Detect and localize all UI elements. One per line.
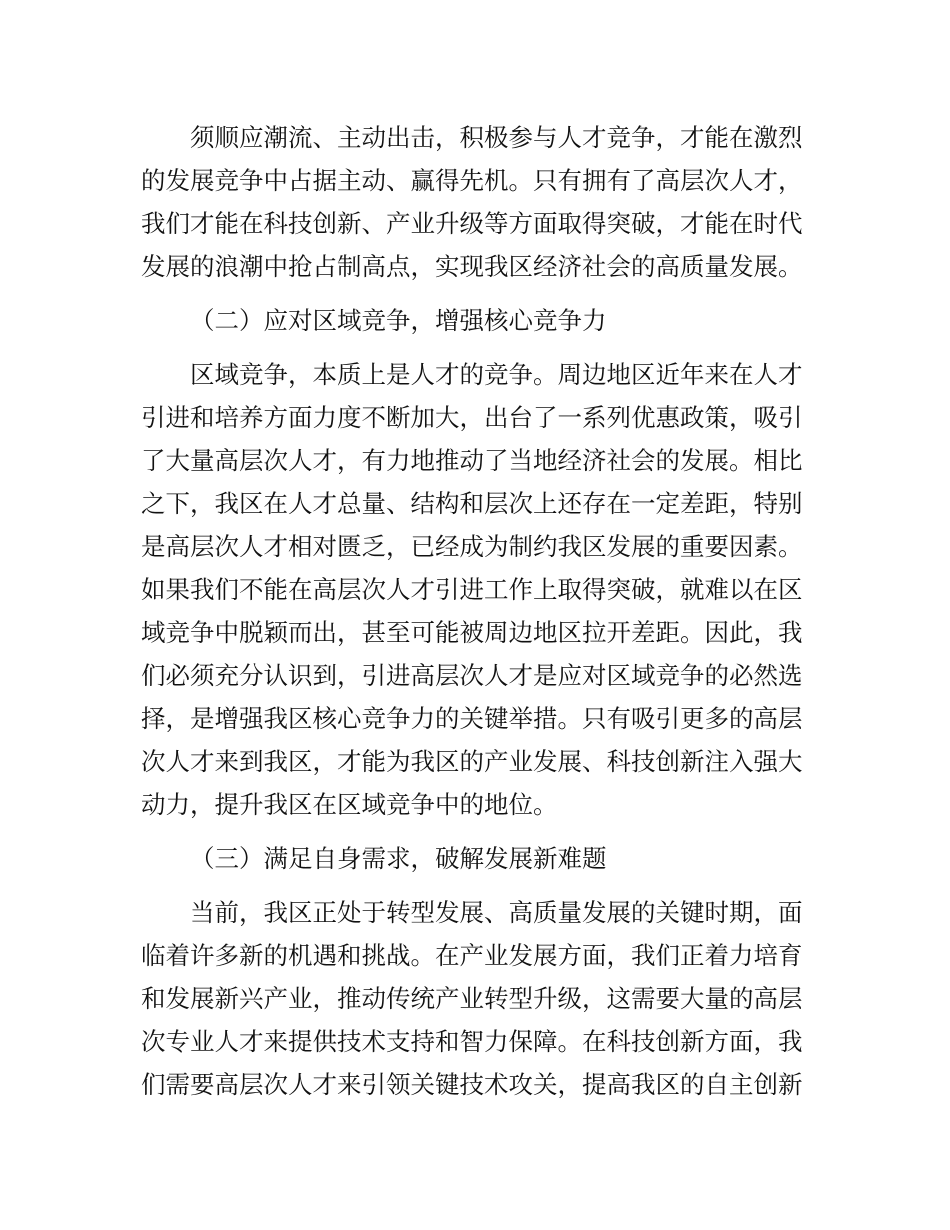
section-heading: （三）满足自身需求，破解发展新难题 — [190, 844, 607, 873]
paragraph-line: 次人才来到我区，才能为我区的产业发展、科技创新注入强大 — [141, 747, 803, 776]
paragraph-line: 和发展新兴产业，推动传统产业转型升级，这需要大量的高层 — [141, 984, 803, 1013]
paragraph-line: 域竞争中脱颖而出，甚至可能被周边地区拉开差距。因此，我 — [141, 618, 803, 647]
paragraph-line: 了大量高层次人才，有力地推动了当地经济社会的发展。相比 — [141, 446, 803, 475]
paragraph-line: 择，是增强我区核心竞争力的关键举措。只有吸引更多的高层 — [141, 704, 803, 733]
paragraph-line: 是高层次人才相对匮乏，已经成为制约我区发展的重要因素。 — [141, 532, 803, 561]
section-heading: （二）应对区域竞争，增强核心竞争力 — [190, 306, 607, 335]
paragraph-line: 们必须充分认识到，引进高层次人才是应对区域竞争的必然选 — [141, 661, 803, 690]
paragraph-line: 当前，我区正处于转型发展、高质量发展的关键时期，面 — [190, 898, 803, 927]
paragraph-line: 我们才能在科技创新、产业升级等方面取得突破，才能在时代 — [141, 209, 803, 238]
paragraph-line: 的发展竞争中占据主动、赢得先机。只有拥有了高层次人才， — [141, 166, 803, 195]
paragraph-line: 们需要高层次人才来引领关键技术攻关，提高我区的自主创新 — [141, 1070, 803, 1099]
paragraph-line: 临着许多新的机遇和挑战。在产业发展方面，我们正着力培育 — [141, 941, 803, 970]
paragraph-line: 发展的浪潮中抢占制高点，实现我区经济社会的高质量发展。 — [141, 252, 803, 281]
paragraph-line: 次专业人才来提供技术支持和智力保障。在科技创新方面，我 — [141, 1027, 803, 1056]
paragraph-line: 如果我们不能在高层次人才引进工作上取得突破，就难以在区 — [141, 575, 803, 604]
paragraph-line: 引进和培养方面力度不断加大，出台了一系列优惠政策，吸引 — [141, 403, 803, 432]
paragraph-line: 动力，提升我区在区域竞争中的地位。 — [141, 790, 558, 819]
paragraph-line: 须顺应潮流、主动出击，积极参与人才竞争，才能在激烈 — [190, 123, 803, 152]
paragraph-line: 区域竞争，本质上是人才的竞争。周边地区近年来在人才 — [190, 360, 803, 389]
paragraph-line: 之下，我区在人才总量、结构和层次上还存在一定差距，特别 — [141, 489, 803, 518]
